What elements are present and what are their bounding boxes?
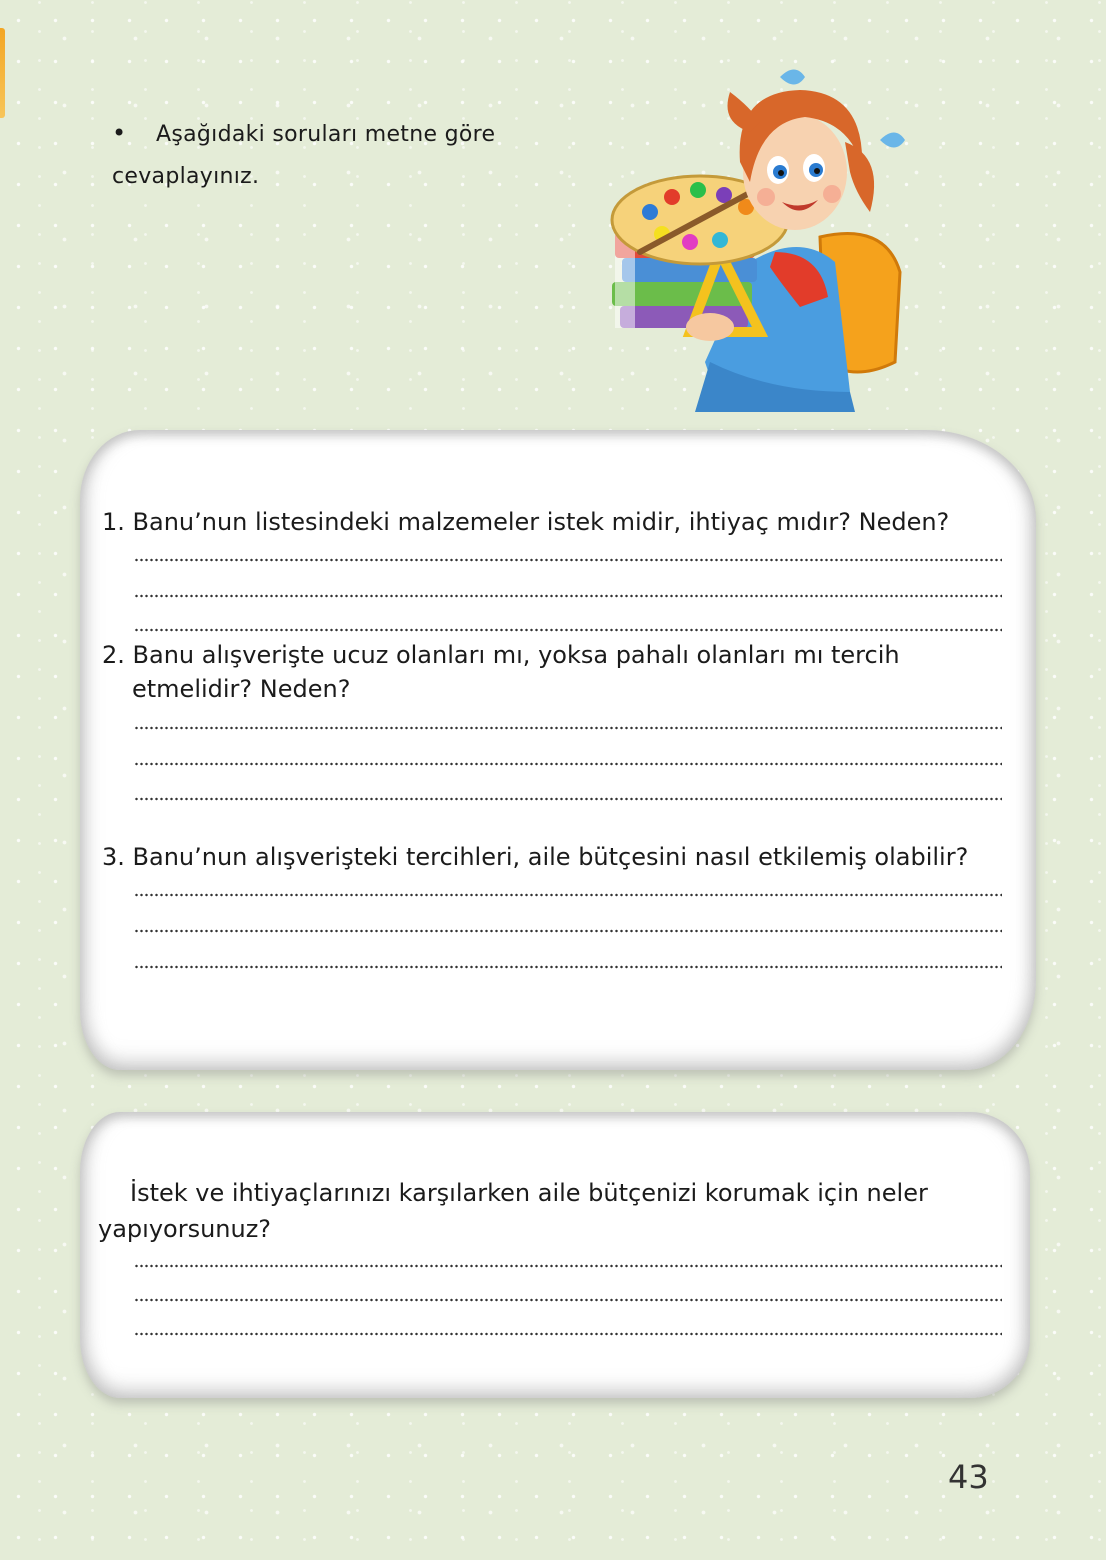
question-3-text: 3. Banu’nun alışverişteki tercihleri, aile bütçesini nasıl etkilemiş olabilir?: [102, 843, 969, 871]
answer-line[interactable]: [134, 628, 1002, 632]
question-2: [102, 638, 900, 706]
reflection-text-cont: yapıyorsunuz?: [98, 1215, 272, 1243]
answer-line[interactable]: [134, 1332, 1002, 1336]
answer-line[interactable]: [134, 893, 1002, 897]
answer-line[interactable]: [134, 1298, 1002, 1302]
question-2-text-cont: etmelidir? Neden?: [132, 675, 351, 703]
answer-line[interactable]: [134, 1264, 1002, 1268]
reflection-panel: [80, 1112, 1030, 1398]
girl-with-books-illustration: [600, 62, 960, 422]
instruction-text: [112, 112, 532, 198]
answer-line[interactable]: [134, 726, 1002, 730]
answer-line[interactable]: [134, 929, 1002, 933]
reflection-text: İstek ve ihtiyaçlarınızı karşılarken aile bütçenizi korumak için neler: [130, 1179, 928, 1207]
answer-line[interactable]: [134, 558, 1002, 562]
answer-line[interactable]: [134, 797, 1002, 801]
edge-color-tab: [0, 28, 5, 118]
reflection-question: [98, 1175, 928, 1247]
instruction-label: Aşağıdaki soruları metne göre cevaplayınız.: [112, 122, 496, 189]
question-1: [102, 505, 949, 539]
bullet-icon: •: [112, 119, 127, 147]
question-2-text: 2. Banu alışverişte ucuz olanları mı, yoksa pahalı olanları mı tercih: [102, 641, 900, 669]
question-1-text: 1. Banu’nun listesindeki malzemeler istek midir, ihtiyaç mıdır? Neden?: [102, 508, 950, 536]
page-number: 43: [948, 1458, 989, 1496]
answer-line[interactable]: [134, 594, 1002, 598]
question-3: [102, 840, 968, 874]
answer-line[interactable]: [134, 762, 1002, 766]
answer-line[interactable]: [134, 965, 1002, 969]
